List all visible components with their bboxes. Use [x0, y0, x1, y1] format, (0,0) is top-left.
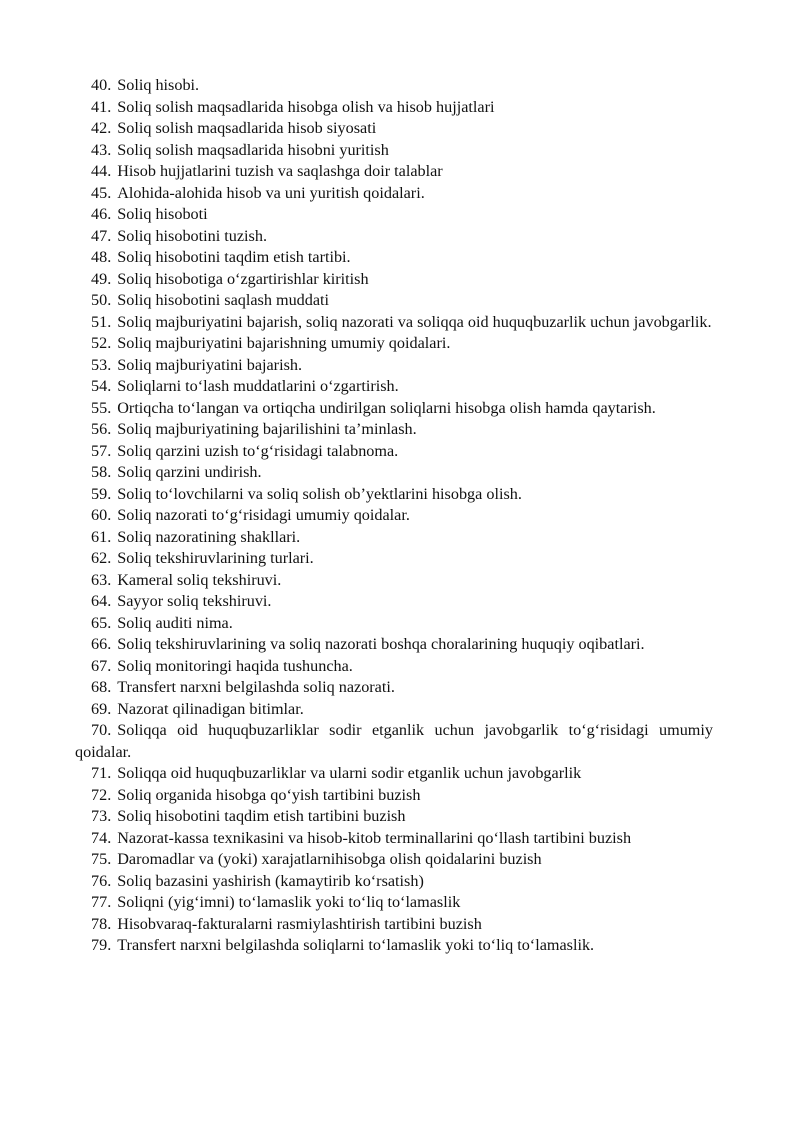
- item-text: Soliqqa oid huquqbuzarliklar va ularni sodir etganlik uchun javobgarlik: [117, 764, 582, 782]
- item-number: 49.: [91, 269, 112, 288]
- list-item: [75, 355, 713, 377]
- item-text: Soliq majburiyatini bajarish.: [117, 355, 303, 374]
- item-text: Transfert narxni belgilashda soliq nazorati.: [117, 678, 395, 696]
- item-text: Soliqlarni to‘lash muddatlarini o‘zgartirish.: [117, 377, 399, 395]
- item-text: Soliq hisobotini taqdim etish tartibi.: [117, 248, 351, 266]
- item-text: Daromadlar va (yoki) xarajatlarnihisobga olish qoidalarini buzish: [117, 850, 542, 868]
- list-item: [75, 247, 713, 269]
- item-number: 66.: [91, 635, 112, 653]
- item-number: 68.: [91, 678, 112, 696]
- item-text: Soliq to‘lovchilarni va soliq solish ob’yektlarini hisobga olish.: [117, 484, 522, 503]
- list-item: [75, 269, 713, 291]
- question-list: [75, 75, 713, 957]
- item-text: Soliq hisoboti: [117, 205, 208, 223]
- list-item: [75, 161, 713, 183]
- list-item: [75, 935, 713, 957]
- item-number: 44.: [91, 162, 112, 180]
- list-item: [75, 892, 713, 914]
- item-text: Nazorat-kassa texnikasini va hisob-kitob terminallarini qo‘llash tartibini buzish: [117, 828, 632, 847]
- item-number: 64.: [91, 592, 112, 610]
- list-item: [75, 441, 713, 463]
- item-text: Soliqni (yig‘imni) to‘lamaslik yoki to‘liq to‘lamaslik: [117, 893, 461, 911]
- item-number: 62.: [91, 549, 112, 567]
- item-text: Soliq qarzini uzish to‘g‘risidagi talabnoma.: [117, 441, 399, 460]
- item-text: Soliq qarzini undirish.: [117, 463, 262, 481]
- item-number: 76.: [91, 871, 112, 890]
- item-number: 48.: [91, 248, 112, 266]
- item-number: 51.: [91, 312, 112, 331]
- list-item: [75, 505, 713, 527]
- item-number: 50.: [91, 291, 112, 309]
- item-number: 72.: [91, 785, 112, 804]
- item-number: 55.: [91, 398, 112, 417]
- item-text: Hisobvaraq-fakturalarni rasmiylashtirish tartibini buzish: [117, 914, 482, 933]
- list-item: [75, 75, 713, 97]
- list-item: [75, 785, 713, 807]
- list-item: [75, 183, 713, 205]
- list-item: [75, 699, 713, 721]
- list-item: [75, 677, 713, 699]
- list-item: [75, 548, 713, 570]
- list-item: [75, 376, 713, 398]
- item-number: 46.: [91, 205, 112, 223]
- item-text: Soliq hisobotini saqlash muddati: [117, 291, 330, 309]
- item-number: 60.: [91, 506, 112, 524]
- list-item: [75, 613, 713, 635]
- item-text: Soliq solish maqsadlarida hisob siyosati: [117, 119, 377, 137]
- item-text: Soliq solish maqsadlarida hisobga olish va hisob hujjatlari: [117, 97, 495, 116]
- list-item: [75, 312, 713, 334]
- item-number: 53.: [91, 355, 112, 374]
- item-text: Soliq organida hisobga qo‘yish tartibini buzish: [117, 785, 421, 804]
- list-item: [75, 140, 713, 162]
- item-text: Soliq majburiyatini bajarish, soliq nazorati va soliqqa oid huquqbuzarlik uchun javobgarlik.: [117, 312, 712, 331]
- item-text: Soliq tekshiruvlarining turlari.: [117, 549, 314, 567]
- item-text: Soliq auditi nima.: [117, 613, 233, 632]
- list-item: [75, 462, 713, 484]
- item-number: 70.: [91, 721, 112, 739]
- item-text: Sayyor soliq tekshiruvi.: [117, 592, 272, 610]
- item-number: 63.: [91, 570, 112, 589]
- item-number: 74.: [91, 828, 112, 847]
- item-number: 78.: [91, 914, 112, 933]
- item-number: 41.: [91, 97, 112, 116]
- list-item: [75, 398, 713, 420]
- list-item: [75, 570, 713, 592]
- item-number: 77.: [91, 893, 112, 911]
- item-number: 61.: [91, 527, 112, 546]
- list-item: [75, 849, 713, 871]
- item-number: 45.: [91, 183, 112, 202]
- list-item: [75, 97, 713, 119]
- item-number: 59.: [91, 484, 112, 503]
- item-number: 79.: [91, 936, 112, 954]
- item-number: 67.: [91, 656, 112, 675]
- item-number: 52.: [91, 334, 112, 352]
- list-item: [75, 333, 713, 355]
- list-item: [75, 720, 713, 763]
- item-text: Soliq hisobotiga o‘zgartirishlar kiritish: [117, 269, 369, 288]
- item-text: Transfert narxni belgilashda soliqlarni to‘lamaslik yoki to‘liq to‘lamaslik.: [117, 936, 595, 954]
- item-number: 56.: [91, 420, 112, 438]
- list-item: [75, 226, 713, 248]
- item-number: 71.: [91, 764, 112, 782]
- list-item: [75, 828, 713, 850]
- item-number: 43.: [91, 140, 112, 159]
- item-text: Ortiqcha to‘langan va ortiqcha undirilgan soliqlarni hisobga olish hamda qaytarish.: [117, 398, 656, 417]
- item-text: Soliq majburiyatini bajarishning umumiy qoidalari.: [117, 334, 451, 352]
- list-item: [75, 591, 713, 613]
- item-text: Hisob hujjatlarini tuzish va saqlashga doir talablar: [117, 162, 443, 180]
- item-text: Soliqqa oid huquqbuzarliklar sodir etganlik uchun javobgarlik to‘g‘risidagi umumiy qoidalar.: [75, 721, 713, 761]
- item-number: 47.: [91, 226, 112, 245]
- list-item: [75, 871, 713, 893]
- list-item: [75, 763, 713, 785]
- item-text: Nazorat qilinadigan bitimlar.: [117, 699, 304, 718]
- item-text: Alohida-alohida hisob va uni yuritish qoidalari.: [117, 183, 425, 202]
- list-item: [75, 914, 713, 936]
- item-number: 40.: [91, 76, 112, 94]
- item-text: Soliq solish maqsadlarida hisobni yuritish: [117, 140, 389, 159]
- list-item: [75, 656, 713, 678]
- list-item: [75, 484, 713, 506]
- document-page: [75, 75, 713, 957]
- item-text: Soliq bazasini yashirish (kamaytirib ko‘rsatish): [117, 871, 424, 890]
- list-item: [75, 290, 713, 312]
- item-number: 73.: [91, 807, 112, 825]
- item-text: Soliq monitoringi haqida tushuncha.: [117, 656, 353, 675]
- list-item: [75, 204, 713, 226]
- item-text: Soliq hisobi.: [117, 76, 200, 94]
- item-text: Soliq majburiyatining bajarilishini ta’minlash.: [117, 420, 417, 438]
- item-text: Soliq hisobotini taqdim etish tartibini buzish: [117, 807, 406, 825]
- item-number: 42.: [91, 119, 112, 137]
- item-number: 65.: [91, 613, 112, 632]
- item-number: 54.: [91, 377, 112, 395]
- item-number: 58.: [91, 463, 112, 481]
- item-text: Soliq nazorati to‘g‘risidagi umumiy qoidalar.: [117, 506, 410, 524]
- item-number: 69.: [91, 699, 112, 718]
- item-number: 75.: [91, 850, 112, 868]
- list-item: [75, 527, 713, 549]
- list-item: [75, 419, 713, 441]
- item-text: Soliq tekshiruvlarining va soliq nazorati boshqa choralarining huquqiy oqibatlari.: [117, 635, 645, 653]
- item-text: Soliq nazoratining shakllari.: [117, 527, 301, 546]
- list-item: [75, 118, 713, 140]
- list-item: [75, 806, 713, 828]
- item-text: Kameral soliq tekshiruvi.: [117, 570, 282, 589]
- item-text: Soliq hisobotini tuzish.: [117, 226, 267, 245]
- list-item: [75, 634, 713, 656]
- item-number: 57.: [91, 441, 112, 460]
